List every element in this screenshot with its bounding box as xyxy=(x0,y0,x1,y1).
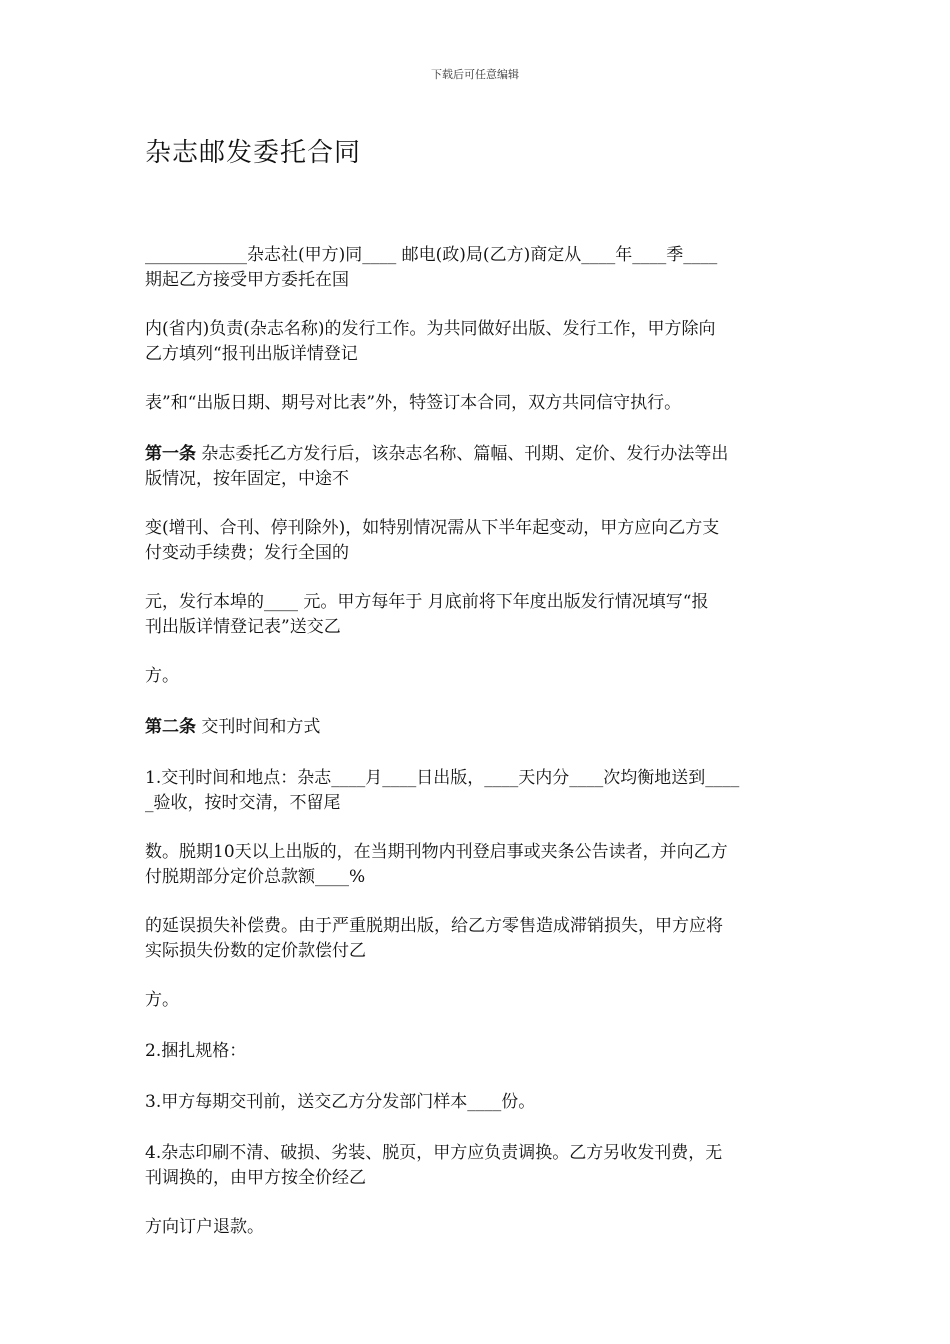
clause-1-cont-2 xyxy=(145,914,810,964)
paragraph-line: 2.捆扎规格： xyxy=(145,1041,247,1061)
paragraph-line: 4.杂志印刷不清、破损、劣装、脱页，甲方应负责调换。乙方另收发刊费，无 xyxy=(145,1143,723,1163)
document-body xyxy=(145,243,810,1266)
article-heading: 第二条 xyxy=(145,717,196,737)
clause-1-paragraph xyxy=(145,766,810,816)
clause-3-paragraph xyxy=(145,1090,810,1115)
paragraph-line: 方。 xyxy=(145,990,179,1010)
paragraph-line: 3.甲方每期交刊前，送交乙方分发部门样本____份。 xyxy=(145,1092,536,1112)
document-title: 杂志邮发委托合同 xyxy=(145,138,362,168)
paragraph-line: 期起乙方接受甲方委托在国 xyxy=(145,270,349,290)
paragraph-line: 方向订户退款。 xyxy=(145,1217,264,1237)
paragraph-article-1-cont-2 xyxy=(145,590,810,640)
clause-4-paragraph xyxy=(145,1141,810,1191)
paragraph-line: 付脱期部分定价总款额____% xyxy=(145,867,366,887)
paragraph-line: 1.交刊时间和地点：杂志____月____日出版，____天内分____次均衡地送到____ xyxy=(145,768,740,788)
clause-4-end xyxy=(145,1215,810,1240)
paragraph-line: 刊调换的，由甲方按全价经乙 xyxy=(145,1168,366,1188)
paragraph-line: 交刊时间和方式 xyxy=(196,717,321,737)
paragraph-intro-1 xyxy=(145,243,810,293)
clause-1-cont-1 xyxy=(145,840,810,890)
paragraph-line: 版情况，按年固定，中途不 xyxy=(145,469,349,489)
article-heading: 第一条 xyxy=(145,444,196,464)
paragraph-line: 变(增刊、合刊、停刊除外)，如特别情况需从下半年起变动，甲方应向乙方支 xyxy=(145,518,720,538)
paragraph-article-1-end xyxy=(145,664,810,689)
paragraph-article-1-cont-1 xyxy=(145,516,810,566)
paragraph-line: ____________杂志社(甲方)同____ 邮电(政)局(乙方)商定从____年____季____ xyxy=(145,245,718,265)
paragraph-line: 表”和“出版日期、期号对比表”外，特签订本合同，双方共同信守执行。 xyxy=(145,393,682,413)
paragraph-line: 实际损失份数的定价款偿付乙 xyxy=(145,941,366,961)
paragraph-line: 刊出版详情登记表”送交乙 xyxy=(145,617,341,637)
article-1-paragraph xyxy=(145,442,810,492)
clause-1-end xyxy=(145,988,810,1013)
paragraph-intro-2 xyxy=(145,317,810,367)
paragraph-line: 内(省内)负责(杂志名称)的发行工作。为共同做好出版、发行工作，甲方除向 xyxy=(145,319,716,339)
article-2-heading-paragraph xyxy=(145,715,810,740)
paragraph-line: 付变动手续费；发行全国的 xyxy=(145,543,349,563)
paragraph-line: 乙方填列“报刊出版详情登记 xyxy=(145,344,358,364)
paragraph-line: 杂志委托乙方发行后，该杂志名称、篇幅、刊期、定价、发行办法等出 xyxy=(196,444,729,464)
paragraph-line: 的延误损失补偿费。由于严重脱期出版，给乙方零售造成滞销损失，甲方应将 xyxy=(145,916,723,936)
paragraph-line: 数。脱期10天以上出版的，在当期刊物内刊登启事或夹条公告读者，并向乙方 xyxy=(145,842,728,862)
paragraph-line: 元，发行本埠的____ 元。甲方每年于 月底前将下年度出版发行情况填写“报 xyxy=(145,592,709,612)
paragraph-intro-3 xyxy=(145,391,810,416)
header-note: 下载后可任意编辑 xyxy=(431,68,519,81)
paragraph-line: _验收，按时交清，不留尾 xyxy=(145,793,341,813)
paragraph-line: 方。 xyxy=(145,666,179,686)
clause-2-paragraph xyxy=(145,1039,810,1064)
